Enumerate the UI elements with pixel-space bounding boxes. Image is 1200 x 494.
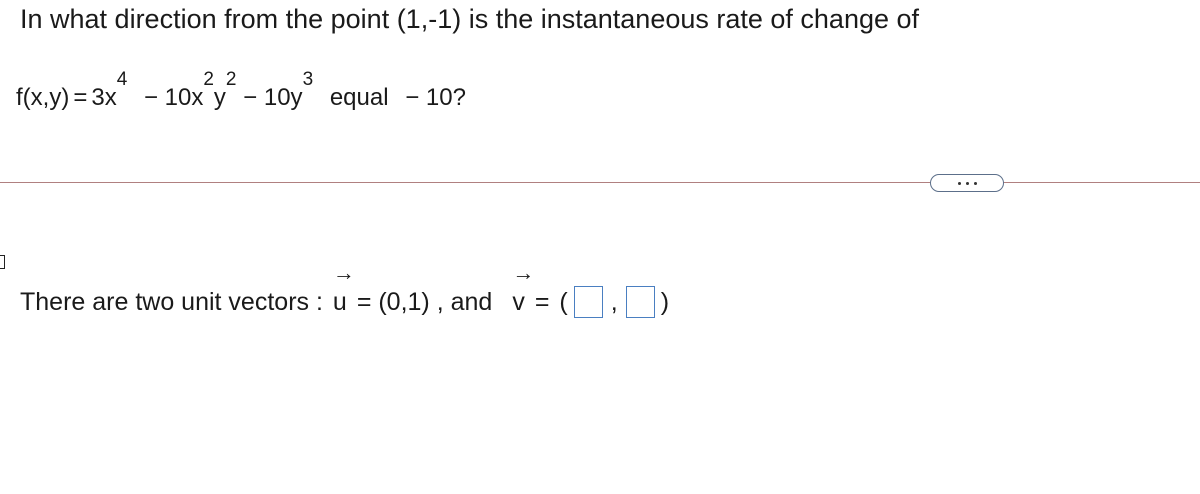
term1-exponent: 4 [116,69,128,90]
vector-arrow-icon: → [332,259,355,285]
vector-u-name: u [332,287,347,316]
term3-exponent: 3 [302,69,314,90]
equals-sign: = [73,84,88,111]
section-divider [0,182,1200,183]
function-expression [16,69,466,112]
term2-exponent-y: 2 [225,69,237,90]
answer-input-1[interactable] [574,286,603,318]
function-name: f(x,y) [16,84,70,111]
term1-base: 3x [91,84,117,111]
checkbox-edge-icon [0,255,5,269]
term3-base: 10y [263,84,303,111]
term2-base-y: y [213,84,226,111]
ellipsis-icon[interactable] [930,174,1004,192]
term2-exponent-x: 2 [203,69,214,90]
answer-intro: There are two unit vectors : [20,287,323,316]
comma-separator: , [610,287,618,316]
vector-v-equals: = [534,287,550,316]
answer-input-2[interactable] [626,286,655,318]
answer-line [20,259,670,322]
open-paren: ( [559,287,568,316]
term2-base-x: 10x [164,84,204,111]
minus-operator-1: − [143,84,158,111]
vector-arrow-icon: → [512,259,535,285]
target-value: − 10? [405,84,466,111]
vector-u [332,259,355,317]
vector-v-name: v [512,287,525,316]
close-paren: ) [660,287,670,316]
vector-u-value: = (0,1) , and [356,287,493,316]
minus-operator-2: − [243,84,258,111]
equal-word: equal [329,84,389,111]
question-text-line1: In what direction from the point (1,-1) is the instantaneous rate of change of [20,4,920,34]
vector-v [512,259,535,317]
